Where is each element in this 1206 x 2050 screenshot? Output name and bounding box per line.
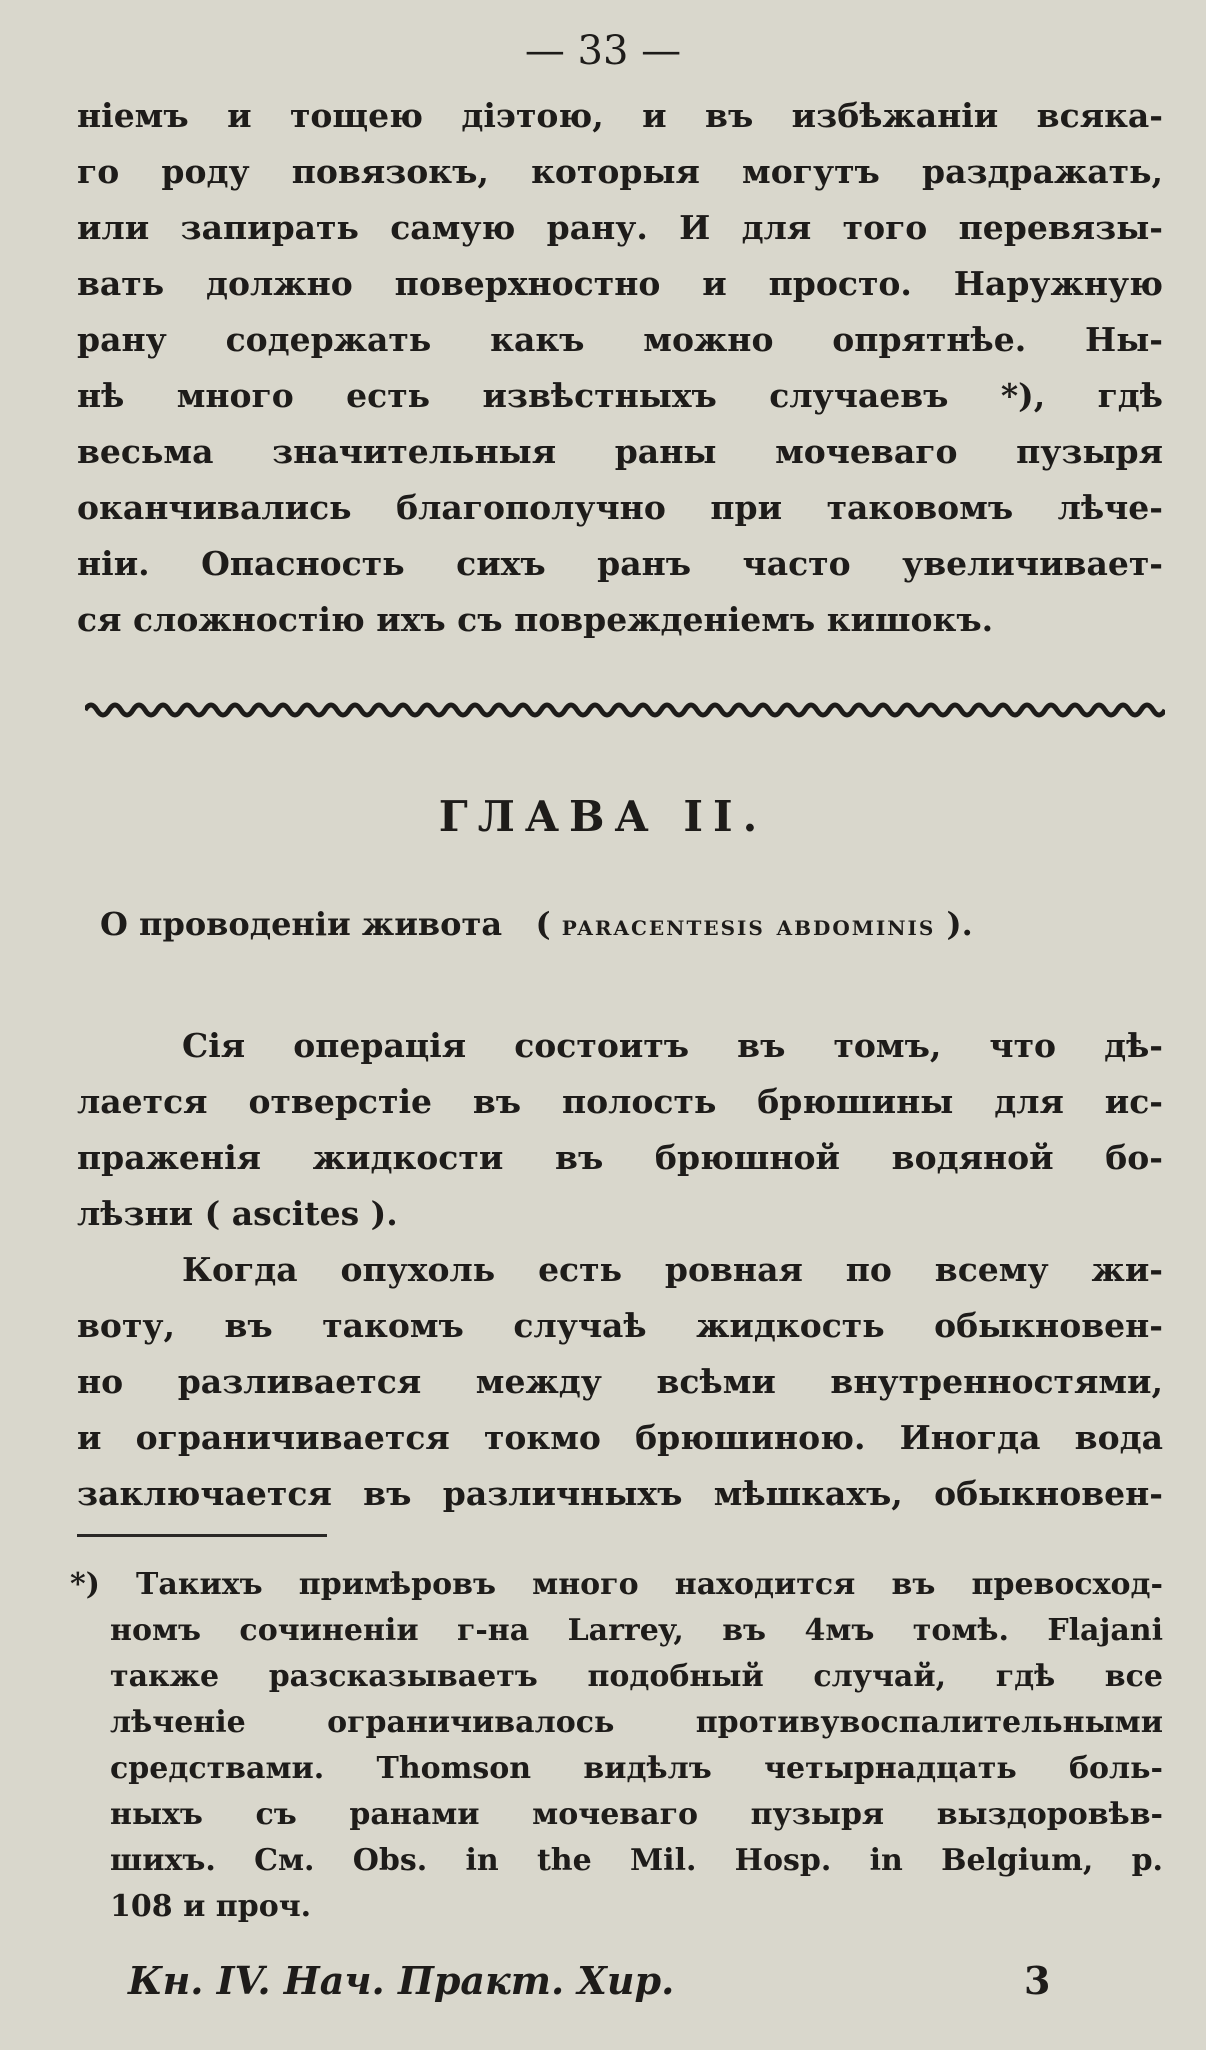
footnote-line: также разсказываетъ подобный случай, гдѣ все: [110, 1659, 1163, 1694]
page-number: — 33 —: [524, 28, 682, 74]
text-line: го роду повязокъ, которыя могутъ раздражать,: [77, 152, 1163, 191]
text-line: лѣзни ( ascites ).: [77, 1194, 398, 1233]
footnote-rule: [77, 1534, 327, 1537]
text-line: нѣ много есть извѣстныхъ случаевъ *), гдѣ: [77, 376, 1163, 415]
text-line: или запирать самую рану. И для того перевязы-: [77, 208, 1163, 247]
text-line: заключается въ различныхъ мѣшкахъ, обыкновен-: [77, 1474, 1163, 1513]
footnote-line: шихъ. См. Obs. in the Mil. Hosp. in Belgium, p.: [110, 1843, 1163, 1878]
footnote-line: ныхъ съ ранами мочеваго пузыря выздоровѣв-: [110, 1797, 1163, 1832]
wavy-divider-ornament: [85, 695, 1165, 725]
footnote-line: *) Такихъ примѣровъ много находится въ превосход-: [70, 1567, 1163, 1602]
signature-mark: 3: [1024, 1958, 1051, 2003]
footnote-line: номъ сочиненiи г-на Larrey, въ 4мъ томѣ. Flajani: [110, 1613, 1163, 1648]
footnote-line: 108 и проч.: [110, 1889, 312, 1924]
text-line: воту, въ такомъ случаѣ жидкость обыкновен-: [77, 1306, 1163, 1345]
text-line: нiи. Опасность сихъ ранъ часто увеличивает-: [77, 544, 1163, 583]
text-line: Когда опухоль есть ровная по всему жи-: [182, 1250, 1163, 1289]
text-line: оканчивались благополучно при таковомъ лѣче-: [77, 488, 1163, 527]
subtitle-latin: paracentesis abdominis: [561, 909, 936, 942]
paragraph-1: [77, 88, 1163, 648]
text-line: и ограничивается токмо брюшиною. Иногда вода: [77, 1418, 1163, 1457]
paragraph-3: [77, 1242, 1163, 1522]
footnote-line: средствами. Thomson видѣлъ четырнадцать боль-: [110, 1751, 1163, 1786]
text-line: Сiя операцiя состоитъ въ томъ, что дѣ-: [182, 1026, 1163, 1065]
text-line: нiемъ и тощею дiэтою, и въ избѣжанiи всяка-: [77, 96, 1163, 135]
text-line: весьма значительныя раны мочеваго пузыря: [77, 432, 1163, 471]
chapter-title: ГЛАВА II.: [438, 792, 768, 841]
text-line: праженiя жидкости въ брюшной водяной бо-: [77, 1138, 1163, 1177]
subtitle-text: О проводенiи живота: [100, 905, 503, 943]
text-line: ся сложностiю ихъ съ поврежденiемъ кишокъ.: [77, 600, 994, 639]
signature-line: Кн. IV. Нач. Практ. Хир.: [128, 1958, 675, 2003]
footnote: [70, 1562, 1163, 1930]
paragraph-2: [77, 1018, 1163, 1242]
chapter-subtitle: О проводенiи живота ( paracentesis abdominis ).: [100, 905, 973, 943]
footnote-line: лѣченiе ограничивалось противувоспалительными: [110, 1705, 1163, 1740]
text-line: вать должно поверхностно и просто. Наружную: [77, 264, 1163, 303]
text-line: лается отверстiе въ полость брюшины для ис-: [77, 1082, 1163, 1121]
text-line: рану содержать какъ можно опрятнѣе. Ны-: [77, 320, 1163, 359]
text-line: но разливается между всѣми внутренностями,: [77, 1362, 1163, 1401]
